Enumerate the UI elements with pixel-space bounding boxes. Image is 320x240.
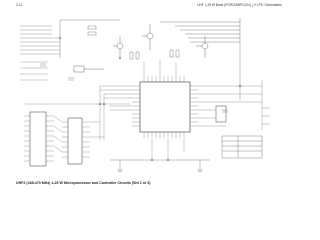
- memory-ic-1: [24, 112, 54, 166]
- ic-fanout-wires: [100, 60, 240, 160]
- manual-title: UHF 1-25 W Band (PGRCMWPC024) (-/+) PS / Schematics: [197, 3, 282, 7]
- resistor-network-top: [88, 26, 179, 59]
- right-signal-connector: [232, 80, 270, 130]
- transistor-q1: [113, 36, 123, 58]
- figure-caption: UHF2 (438-470 MHz) 1-25 W Microprocessor and Controller Circuits (Sht 1 of 3): [16, 181, 151, 185]
- crystal-oscillator: [74, 66, 104, 72]
- capacitor-cluster: [40, 64, 228, 112]
- transistor-q2: [142, 24, 153, 50]
- transistor-q3: [196, 36, 208, 58]
- left-signal-labels: [20, 26, 60, 80]
- bottom-supply-rail: [110, 160, 210, 172]
- title-block: [222, 136, 262, 158]
- page-number: 2-10: [16, 3, 23, 7]
- eeprom-ic: [216, 106, 226, 122]
- memory-bus-wires: [24, 104, 130, 152]
- junction-dots: [59, 37, 241, 161]
- memory-ic-2: [62, 118, 90, 164]
- microprocessor-ic: [132, 76, 198, 138]
